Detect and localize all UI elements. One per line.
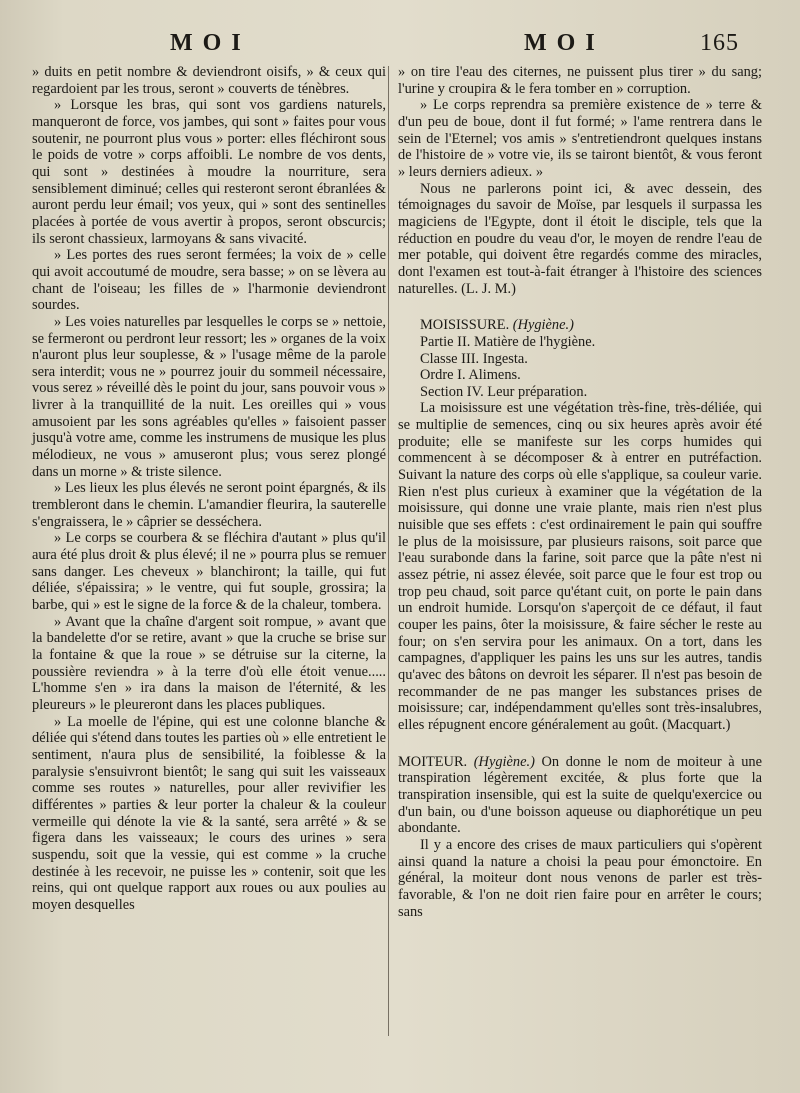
article-heading: [398, 317, 762, 334]
paragraph: » on tire l'eau des citernes, ne puissent plus tirer » du sang; l'urine y croupira & le fera tomber en » corruption.: [398, 64, 762, 97]
classification-line: Partie II. Matière de l'hygiène.: [420, 333, 596, 350]
right-column: [398, 64, 762, 920]
classification-line: Ordre I. Alimens.: [420, 367, 521, 384]
paragraph: » Avant que la chaîne d'argent soit rompue, » avant que la bandelette d'or se retire, avant » que la cruche se brise sur la fontaine & que la roue » se détruise sur la citerne, la poussière reviendra » à la terre d'où elle étoit venue..... L'homme s'en » ira dans la maison de l'éternité, & les pleureurs » le pleureront dans les places publiques.: [32, 613, 386, 713]
header-center-word: MOI: [524, 30, 605, 56]
page-number: 165: [700, 30, 739, 56]
article-title: MOISISSURE.: [420, 317, 510, 334]
paragraph: » Le corps se courbera & se fléchira d'autant » plus qu'il aura été plus droit & plus élevé; il ne » pourra plus se remuer sans danger. Les cheveux » blanchiront; la taille, qui fut déliée, s'épaissira; » le ventre, qui fut souple, grossira; la barbe, qui » est le signe de la force & de la chaleur, tombera.: [32, 530, 386, 613]
paragraph: » Lorsque les bras, qui sont vos gardiens naturels, manqueront de force, vos jambes, qui sont » faites pour vous soutenir, ne pourront plus vous » porter: elles fléchiront sous le poids de votre » corps affoibli. Le nombre de vos dents, qui sont » destinées à moudre la nourriture, sera sensiblement diminué; celles qui resteront seront ébranlées & auront perdu leur émail; vos yeux, qui » sont des sentinelles placées à portée de vous avertir à propos, seront obscurcis; ils seront chassieux, larmoyans & sans vivacité.: [32, 97, 386, 247]
article-category: (Hygiène.): [512, 317, 574, 334]
classification-line: Classe III. Ingesta.: [420, 350, 528, 367]
article-title: MOITEUR.: [398, 753, 468, 770]
article-moiteur: [398, 754, 762, 921]
article-body: Il y a encore des crises de maux particuliers qui s'opèrent ainsi quand la nature a choisi la peau pour émonctoire. En général, la moiteur dont nous venons de parler est très-favorable, & l'on ne doit rien faire pour en arrêter le cours; sans: [398, 836, 762, 920]
paragraph: » La moelle de l'épine, qui est une colonne blanche & déliée qui s'étend dans toutes les parties où » elle entretient le sentiment, n'aura plus de sensibilité, la foiblesse & la paralysie s'ensuivront bientôt; le sang qui suit les vaisseaux comme ses routes » naturelles, pour aller revivifier les différentes » parties & leur porter la chaleur & la couleur vermeille qui dénote la vie & la santé, sera arrêté » & se figera dans les vaisseaux; le cours des urines » sera suspendu, soit que la vessie, qui est comme » la cruche destinée à les recevoir, ne puisse les » contenir, soit que les reins, qui ont quelque rapport aux roues ou aux poulies au moyen desquelles: [32, 713, 386, 913]
paragraph: » duits en petit nombre & deviendront oisifs, » & ceux qui regardoient par les trous, seront » couverts de ténèbres.: [32, 64, 386, 97]
running-header: [0, 30, 800, 60]
paragraph: Nous ne parlerons point ici, & avec dessein, des témoignages du savoir de Moïse, par lesquels il surpassa les magiciens de l'Egypte, dont il étoit le disciple, tels que la réduction en poudre du veau d'or, le moyen de rendre l'eau de mer potable, qui doivent être regardés comme des miracles, dont l'examen est tout-à-fait étranger à l'histoire des sciences naturelles. (L. J. M.): [398, 180, 762, 297]
paragraph: » Le corps reprendra sa première existence de » terre & d'un peu de boue, dont il fut formé; » l'ame rentrera dans le sein de l'Eternel; vos amis » s'entretiendront quelques instans de l'histoire de » votre vie, ils se tairont bientôt, & vous feront » leurs derniers adieux. »: [398, 97, 762, 180]
article-body-text: On donne le nom de moiteur à une transpiration légèrement excitée, & plus forte que la transpiration insensible, qui est la suite de quelqu'exercice ou d'un bain, ou d'une boisson aqueuse ou diaphorétique un peu abondante.: [398, 753, 762, 837]
paragraph: » Les lieux les plus élevés ne seront point épargnés, & ils trembleront dans le chemin. L'amandier fleurira, la sauterelle s'engraissera, le » câprier se desséchera.: [32, 480, 386, 530]
paragraph: » Les voies naturelles par lesquelles le corps se » nettoie, se fermeront ou perdront leur ressort; les » organes de la voix n'auront plus leur souplesse, & » l'usage même de la parole sera interdit; vous ne » pourrez jouir du sommeil nécessaire, vous serez » réveillé dès le point du jour, sans pouvoir vous » livrer à la tranquillité de la nuit. Les oreilles qui » vous amusoient par les sons agréables qu'elles » faisoient passer jusqu'à votre ame, comme les instrumens de musique les plus mélodieux, ne vous » amuseront plus; vous serez plongé dans un morne » & triste silence.: [32, 313, 386, 480]
article-body: La moisissure est une végétation très-fine, très-déliée, qui se multiplie de semences, cinq ou six heures après avoir été produite; elle se manifeste sur les corps humides qui commencent à se décomposer & à entrer en putréfaction. Suivant la nature des corps où elle s'applique, sa couleur varie. Rien n'est plus curieux à examiner que la végétation de la moisissure, qui donne une vraie plante, mais rien n'est plus nuisible que ses effets : c'est ordinairement le pain qui souffre le plus de la moisissure, par plusieurs raisons, soit parce que l'eau surabonde dans la farine, soit parce que la pâte n'est ni assez pétrie, ni assez élevée, soit parce que le four est trop ou trop peu chaud, soit parce qu'étant cuit, on porte le pain dans un endroit humide. Lorsqu'on s'aperçoit de ce défaut, il faut couper les pains, ôter la moisissure, & faire sécher le reste au four; on s'en servira pour les animaux. On a tort, dans les campagnes, d'appliquer les pains les uns sur les autres, tandis qu'avec des bâtons on devroit les séparer. Il n'est pas besoin de recommander de ne pas manger les substances prises de moisissure; car, indépendamment qu'elles sont très-insalubres, elles répugnent encore généralement au goût. (Macquart.): [398, 400, 762, 733]
header-left-word: MOI: [170, 30, 251, 56]
classification-line: Section IV. Leur préparation.: [420, 383, 588, 400]
article-moisissure: [398, 317, 762, 733]
column-divider: [388, 66, 389, 1036]
article-category: (Hygiène.): [473, 753, 535, 770]
left-column: [32, 64, 386, 913]
article-body: [398, 754, 762, 837]
paragraph: » Les portes des rues seront fermées; la voix de » celle qui avoit accoutumé de moudre, sera basse; » on se lèvera au chant de l'oiseau; les filles de » l'harmonie deviendront sourdes.: [32, 247, 386, 314]
